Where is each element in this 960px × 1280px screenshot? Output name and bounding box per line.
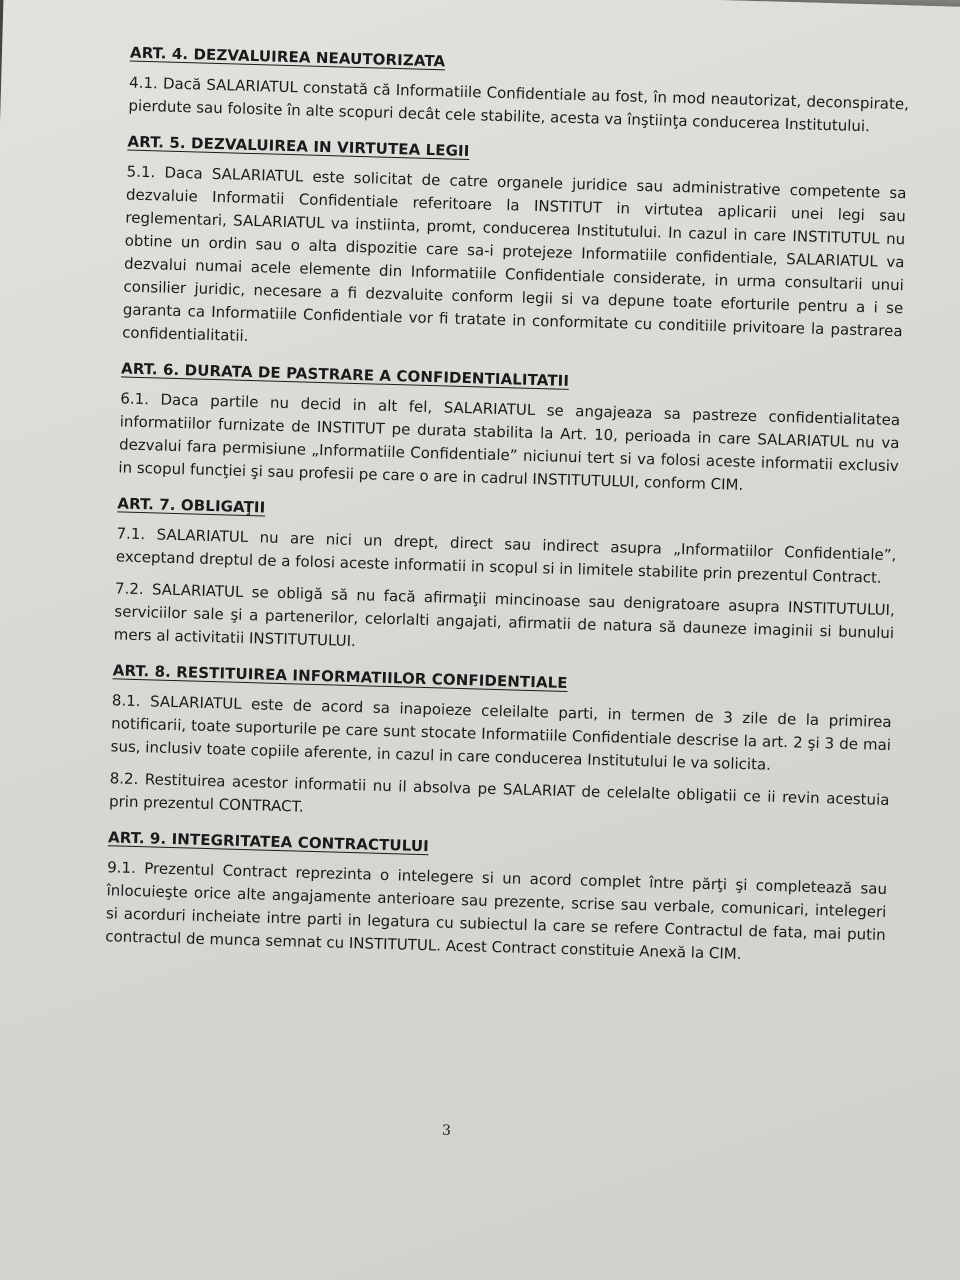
section-art-9 xyxy=(105,828,888,970)
paragraph: 7.2. SALARIATUL se obligă să nu facă afirmaţii mincinoase sau denigratoare asupra INSTITUTULUI, serviciilor sale şi a partenerilor, celorlalti angajati, afirmatii de natura să dauneze imaginii si bunului mers al activitatii INSTITUTULUI. xyxy=(113,579,896,651)
section-art-7 xyxy=(113,494,897,668)
section-art-8 xyxy=(109,661,893,835)
section-heading: ART. 9. INTEGRITATEA CONTRACTULUI xyxy=(107,828,430,856)
paragraph: 9.1. Prezentul Contract reprezinta o intelegere si un acord complet între părţi şi completează sau înlocuieşte orice alte angajamente anterioare sau prezente, scrise sau verbale, comunicari, intelegeri si acorduri incheiate intre parti in legatura cu subiectul la care se refere Contractul de fata, mai putin contractul de munca semnat cu INSTITUTUL. Acest Contract constituie Anexă la CIM. xyxy=(105,858,888,963)
section-heading: ART. 4. DEZVALUIREA NEAUTORIZATA xyxy=(129,43,446,71)
section-art-4 xyxy=(128,44,910,140)
section-heading: ART. 6. DURATA DE PASTRARE A CONFIDENTIALITATII xyxy=(120,359,570,390)
section-art-6 xyxy=(118,359,901,501)
paragraph: 6.1. Daca partile nu decid in alt fel, SALARIATUL se angajeaza sa pastreze confidentialitatea informatiilor furnizate de INSTITUT pe durata stabilita la Art. 10, perioada in care SALARIATUL nu va dezvalui fara permisiune „Informatiile Confidentiale” niciunui tert si va folosi aceste informatii exclusiv in scopul funcţiei şi sau profesii pe care o are in cadrul INSTITUTULUI, conform CIM. xyxy=(118,389,901,494)
page-number: 3 xyxy=(441,1122,452,1139)
section-heading: ART. 5. DEZVALUIREA IN VIRTUTEA LEGII xyxy=(127,132,470,161)
section-art-5 xyxy=(122,133,908,367)
paragraph: 8.1. SALARIATUL este de acord sa inapoieze celeilalte parti, in termen de 3 zile de la primirea notificarii, toate suporturile pe care sunt stocate Informatiile Confidentiale descrise la art. 2 şi 3 de mai sus, inclusiv toate copiile aferente, in cazul in care conducerea Institutului le va solicita. xyxy=(110,691,892,774)
paragraph: 8.2. Restituirea acestor informatii nu il absolva pe SALARIAT de celelalte obligatii ce ii revin acestuia prin prezentul CONTRACT. xyxy=(108,769,890,816)
section-heading: ART. 8. RESTITUIREA INFORMATIILOR CONFIDENTIALE xyxy=(112,661,568,693)
paragraph: 4.1. Dacă SALARIATUL constată că Informatiile Confidentiale au fost, în mod neautorizat, deconspirate, pierdute sau folosite în alte scopuri decât cele stabilite, acesta va înştiinţa conducerea Institutului. xyxy=(128,73,910,136)
paragraph: 7.1. SALARIATUL nu are nici un drept, direct sau indirect asupra „Informatiilor Confidentiale”, exceptand dreptul de a folosi aceste informatii in scopul si in limitele stabilite prin prezentul Contract. xyxy=(115,524,897,587)
paragraph: 5.1. Daca SALARIATUL este solicitat de catre organele juridice sau administrative competente sa dezvaluie Informatii Confidentiale referitoare la INSTITUT in virtutea aplicarii unei legi sau reglementari, SALARIATUL va instiinta, promt, conducerea Institutului. In cazul in care INSTITUTUL nu obtine un ordin sau o alta dispozitie care sa-i protejeze Informatiile confidentiale, SALARIATUL va dezvalui numai acele elemente din Informatiile Confidentiale considerate, in urma consultarii unui consilier juridic, necesare a fi dezvaluite conform legii si va depune toate eforturile pentru a i se garanta ca Informatiile Confidentiale vor fi tratate in conformitate cu conditiile privitoare la pastrarea confidentialitatii. xyxy=(121,162,907,345)
section-heading: ART. 7. OBLIGAŢII xyxy=(117,494,266,517)
document-body xyxy=(105,44,910,979)
